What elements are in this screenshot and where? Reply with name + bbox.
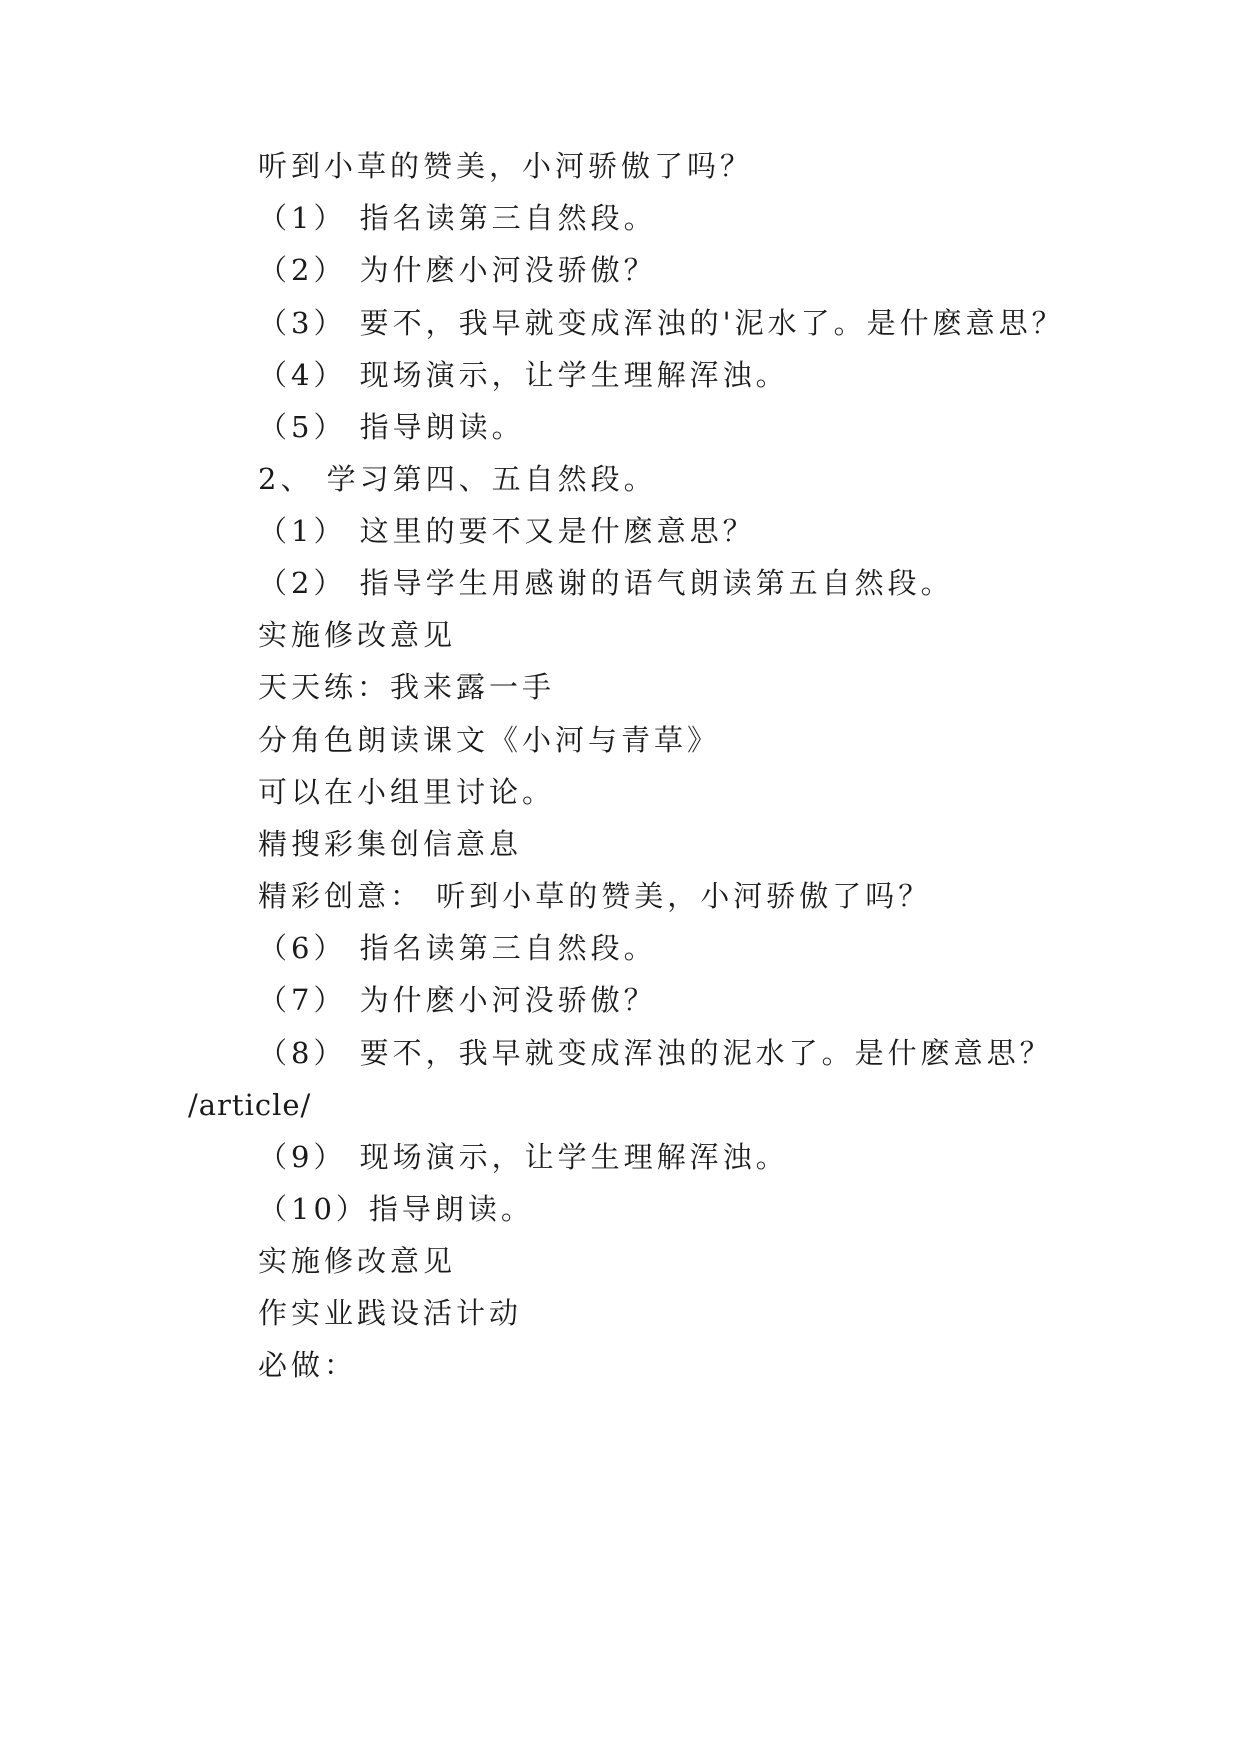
list-item: （6） 指名读第三自然段。 [258,931,657,965]
text-line: 必做： [258,1348,358,1382]
list-item: （1） 这里的要不又是什麽意思？ [258,514,756,548]
text-line: 作实业践设活计动 [258,1296,523,1330]
text-line: /article/ [188,1088,312,1122]
list-item: （2） 为什麽小河没骄傲？ [258,253,657,287]
list-item: （9） 现场演示，让学生理解浑浊。 [258,1140,789,1174]
list-item: （2） 指导学生用感谢的语气朗读第五自然段。 [258,566,954,600]
text-line: 实施修改意见 [258,618,457,652]
list-item: （3） 要不，我早就变成浑浊的'泥水了。是什麽意思？ [258,306,1065,340]
text-line: 实施修改意见 [258,1244,457,1278]
list-item: （8） 要不，我早就变成浑浊的泥水了。是什麽意思？ [258,1036,1053,1070]
text-line: 听到小草的赞美，小河骄傲了吗？ [258,149,754,183]
section-heading: 2、 学习第四、五自然段。 [258,462,657,496]
list-item: （5） 指导朗读。 [258,410,525,444]
list-item: （4） 现场演示，让学生理解浑浊。 [258,358,789,392]
text-line: 天天练：我来露一手 [258,670,556,704]
list-item: （1） 指名读第三自然段。 [258,201,657,235]
text-line: 可以在小组里讨论。 [258,775,556,809]
list-item: （7） 为什麽小河没骄傲？ [258,983,657,1017]
text-line: 分角色朗读课文《小河与青草》 [258,723,721,757]
list-item: （10）指导朗读。 [258,1192,534,1226]
text-line: 精彩创意： 听到小草的赞美，小河骄傲了吗？ [258,879,932,913]
text-line: 精搜彩集创信意息 [258,827,523,861]
